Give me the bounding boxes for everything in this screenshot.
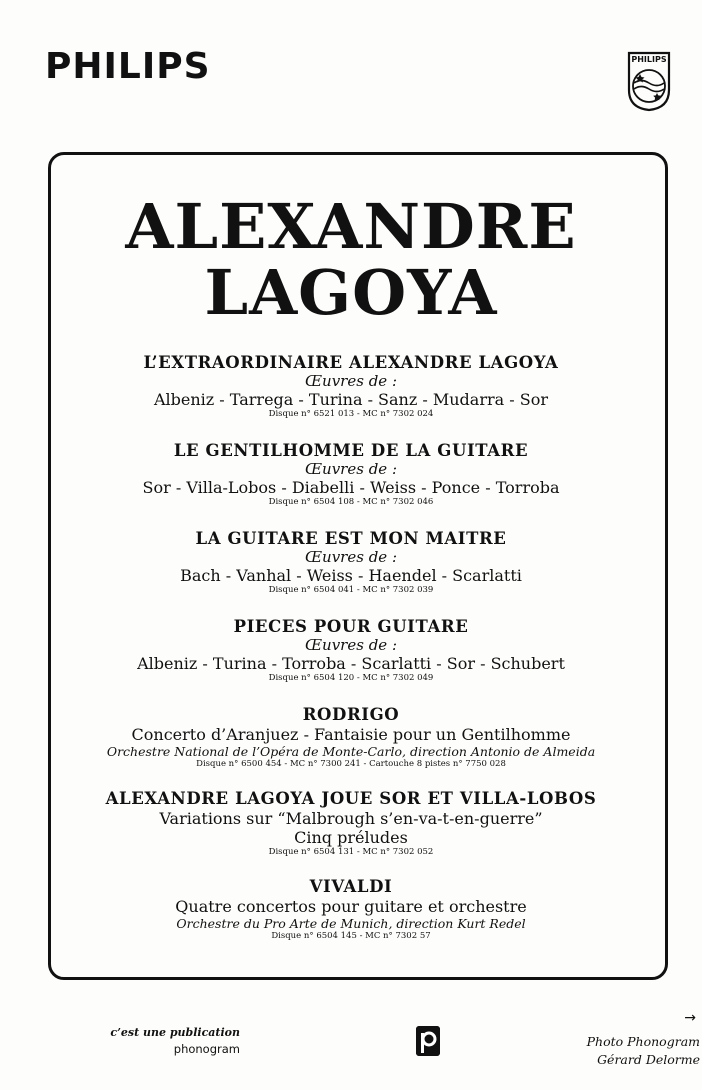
album-item: [0, 528, 702, 596]
brand-logo: PHILIPS: [45, 46, 211, 87]
album-title: PIECES POUR GUITARE: [233, 617, 469, 636]
album-item: [0, 440, 702, 508]
artist-name-line2: LAGOYA: [204, 256, 498, 329]
arrow-right-icon: →: [684, 1010, 696, 1026]
album-item: [0, 788, 702, 858]
album-item: [0, 352, 702, 420]
album-item: [0, 704, 702, 770]
album-catalog: Disque n° 6504 108 - MC n° 7302 046: [268, 497, 434, 507]
album-composers: Sor - Villa-Lobos - Diabelli - Weiss - Ponce - Torroba: [142, 478, 560, 497]
album-catalog: Disque n° 6500 454 - MC n° 7300 241 - Cartouche 8 pistes n° 7750 028: [196, 759, 506, 769]
album-works-label: Œuvres de :: [304, 636, 397, 654]
album-composers: Albeniz - Tarrega - Turina - Sanz - Mudarra - Sor: [153, 390, 548, 409]
album-catalog: Disque n° 6504 120 - MC n° 7302 049: [268, 673, 434, 683]
album-works: Concerto d’Aranjuez - Fantaisie pour un Gentilhomme: [131, 725, 571, 744]
album-title: LE GENTILHOMME DE LA GUITARE: [173, 441, 529, 460]
photo-credit-line1: Photo Phonogram: [586, 1034, 700, 1049]
photo-credit-line2: Gérard Delorme: [597, 1052, 700, 1067]
album-catalog: Disque n° 6504 145 - MC n° 7302 57: [271, 931, 431, 941]
photo-credit: [587, 1033, 700, 1069]
album-catalog: Disque n° 6504 041 - MC n° 7302 039: [268, 585, 434, 595]
album-works: Variations sur “Malbrough s’en-va-t-en-guerre”: [159, 809, 543, 828]
album-orchestra: Orchestre National de l’Opéra de Monte-Carlo, direction Antonio de Almeida: [106, 744, 596, 759]
album-title: RODRIGO: [302, 705, 400, 724]
publisher-tagline: c’est une publication: [110, 1026, 240, 1039]
publisher-name: phonogram: [173, 1042, 240, 1056]
album-item: [0, 876, 702, 942]
album-item: [0, 616, 702, 684]
svg-text:PHILIPS: PHILIPS: [631, 55, 667, 64]
album-works: Quatre concertos pour guitare et orchestre: [175, 897, 527, 916]
artist-name-line1: ALEXANDRE: [125, 190, 577, 263]
album-composers: Albeniz - Turina - Torroba - Scarlatti - Sor - Schubert: [137, 654, 565, 673]
philips-shield-icon: [626, 50, 672, 112]
album-catalog: Disque n° 6521 013 - MC n° 7302 024: [268, 409, 434, 419]
album-works-2: Cinq préludes: [294, 828, 408, 847]
album-works-label: Œuvres de :: [304, 372, 397, 390]
album-orchestra: Orchestre du Pro Arte de Munich, direction Kurt Redel: [176, 916, 526, 931]
album-catalog: Disque n° 6504 131 - MC n° 7302 052: [268, 847, 434, 857]
album-title: VIVALDI: [309, 877, 393, 896]
album-title: LA GUITARE EST MON MAITRE: [195, 529, 507, 548]
album-title: L’EXTRAORDINAIRE ALEXANDRE LAGOYA: [143, 353, 559, 372]
album-works-label: Œuvres de :: [304, 548, 397, 566]
album-works-label: Œuvres de :: [304, 460, 397, 478]
album-list: [0, 352, 702, 962]
album-composers: Bach - Vanhal - Weiss - Haendel - Scarlatti: [180, 566, 522, 585]
phonogram-logo-icon: [416, 1026, 440, 1056]
album-title: ALEXANDRE LAGOYA JOUE SOR ET VILLA-LOBOS: [105, 789, 597, 808]
